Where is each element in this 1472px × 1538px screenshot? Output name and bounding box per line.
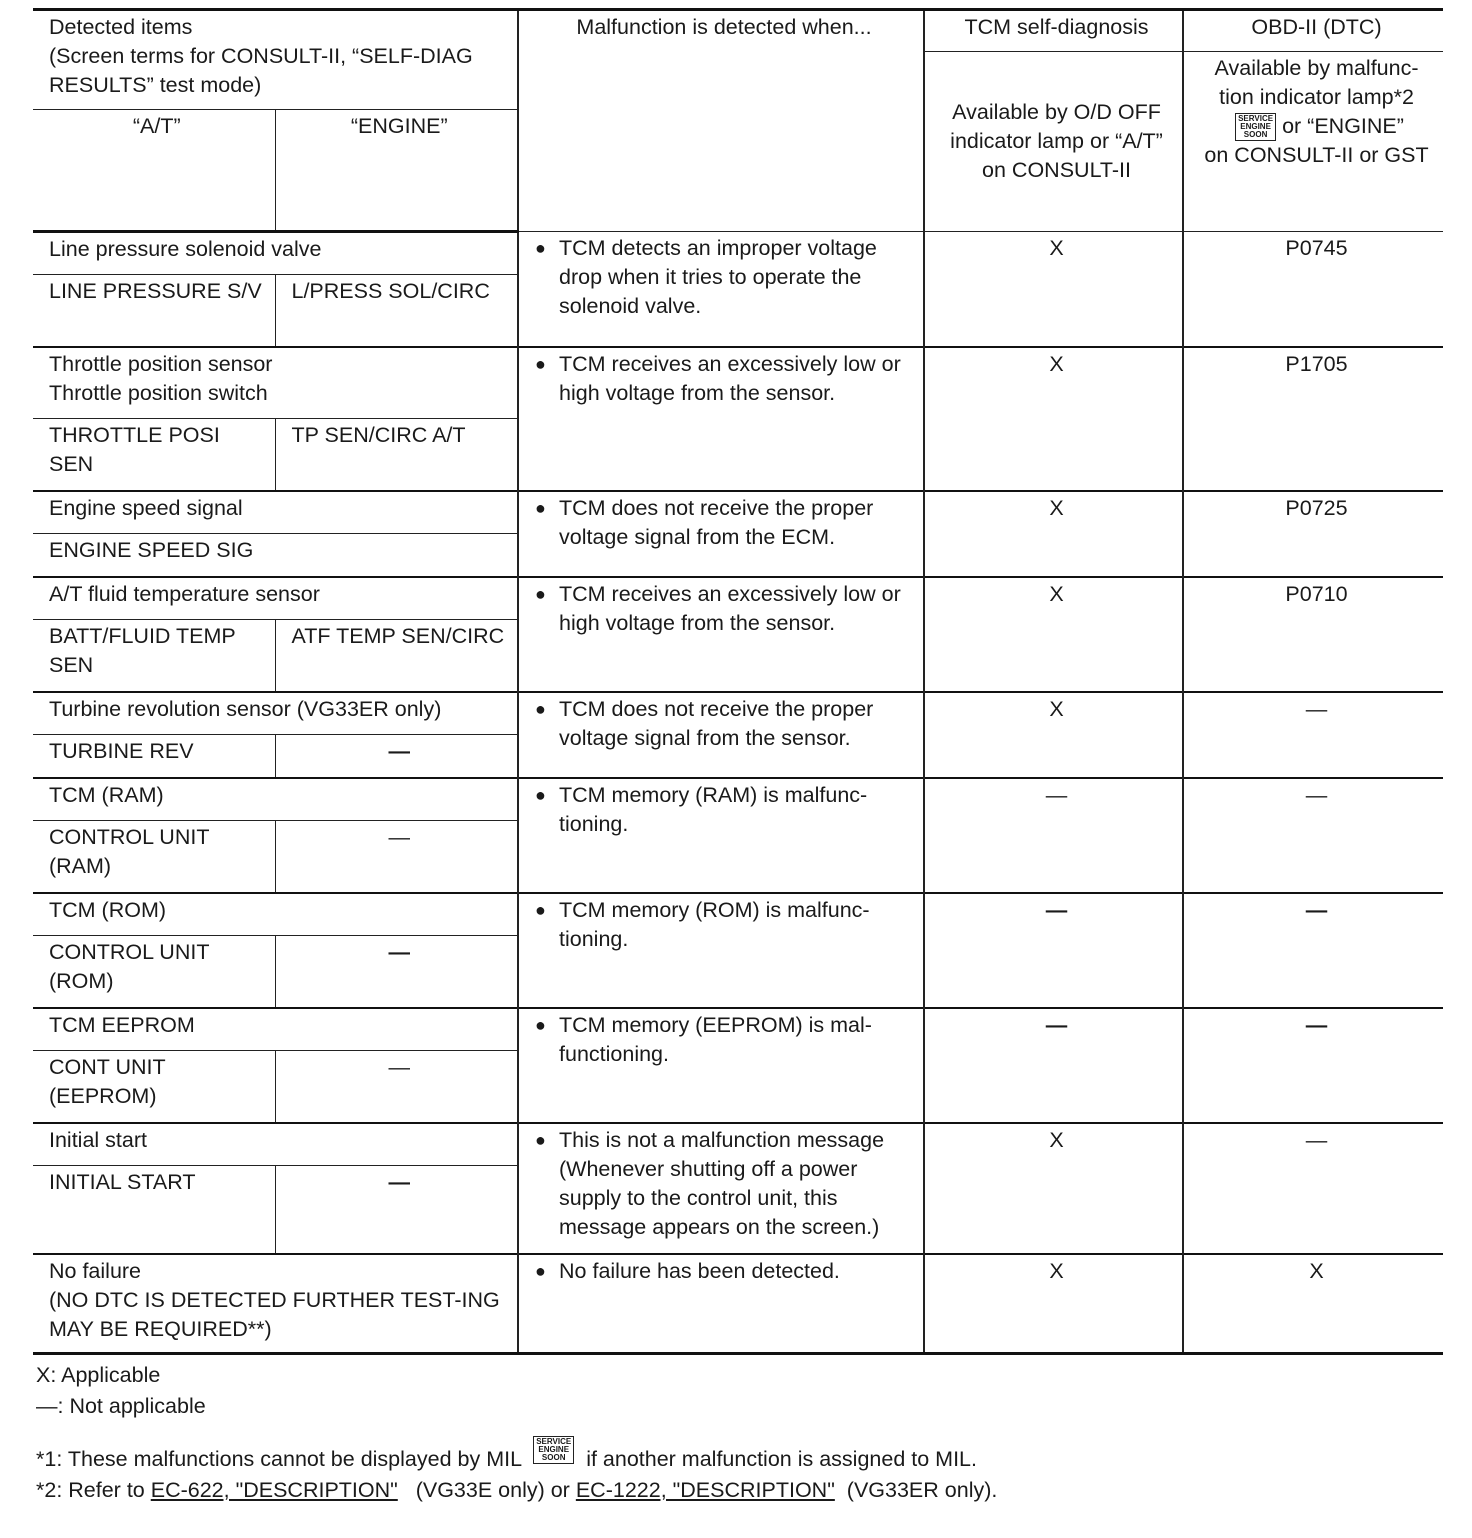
header-at: “A/T” [33, 110, 275, 232]
engine-term: — [275, 735, 518, 778]
obd-cell: P0745 [1183, 232, 1443, 347]
bullet-icon: ● [535, 1129, 546, 1150]
bullet-icon: ● [535, 353, 546, 374]
condition-cell: ● No failure has been detected. [518, 1254, 924, 1354]
condition-cell: ● TCM memory (ROM) is malfunc-tioning. [518, 893, 924, 1008]
legend-applicable: X: Applicable [36, 1363, 161, 1387]
item-name: TCM (RAM) [33, 778, 518, 821]
self-diag-table [33, 8, 1443, 1355]
condition-cell: ● This is not a malfunction message (Whenever shutting off a power supply to the control unit, this message appears on the screen.) [518, 1123, 924, 1254]
bullet-icon: ● [535, 698, 546, 719]
item-name: Engine speed signal [33, 491, 518, 534]
tcm-cell: — [924, 1008, 1183, 1123]
table-notes [36, 1360, 997, 1506]
ec-1222-link[interactable]: EC-1222, "DESCRIPTION" [575, 1478, 835, 1502]
bullet-icon: ● [535, 899, 546, 920]
item-name: Turbine revolution sensor (VG33ER only) [33, 692, 518, 735]
item-name: No failure (NO DTC IS DETECTED FURTHER TEST-ING MAY BE REQUIRED**) [33, 1254, 518, 1354]
item-name: Initial start [33, 1123, 518, 1166]
condition-cell: ● TCM receives an excessively low or high voltage from the sensor. [518, 347, 924, 491]
tcm-cell: X [924, 1254, 1183, 1354]
at-term: BATT/FLUID TEMP SEN [33, 620, 275, 692]
tcm-cell: X [924, 577, 1183, 692]
header-engine: “ENGINE” [275, 110, 518, 232]
condition-cell: ● TCM detects an improper voltage drop when it tries to operate the solenoid valve. [518, 232, 924, 347]
tcm-cell: X [924, 232, 1183, 347]
at-term: CONT UNIT (EEPROM) [33, 1051, 275, 1123]
condition-cell: ● TCM memory (RAM) is malfunc-tioning. [518, 778, 924, 893]
obd-cell: — [1183, 1123, 1443, 1254]
header-tcm-sub: Available by O/D OFF indicator lamp or “A/T” on CONSULT-II [924, 52, 1183, 232]
engine-term: ATF TEMP SEN/CIRC [275, 620, 518, 692]
obd-cell: — [1183, 692, 1443, 778]
ec-622-link[interactable]: EC-622, "DESCRIPTION" [150, 1478, 398, 1502]
bullet-icon: ● [535, 784, 546, 805]
obd-cell: P0725 [1183, 491, 1443, 577]
condition-cell: ● TCM does not receive the proper voltage signal from the sensor. [518, 692, 924, 778]
legend-not-applicable: —: Not applicable [36, 1394, 206, 1418]
header-obd-sub-1: Available by malfunc-tion indicator lamp*2 [1214, 56, 1419, 109]
note-2: *2: Refer to EC-622, "DESCRIPTION" (VG33E only) or EC-1222, "DESCRIPTION" (VG33ER only). [36, 1478, 998, 1502]
item-name: TCM EEPROM [33, 1008, 518, 1051]
at-term: TURBINE REV [33, 735, 275, 778]
at-term: LINE PRESSURE S/V [33, 275, 275, 347]
bullet-icon: ● [535, 1014, 546, 1035]
service-engine-soon-icon: SERVICE ENGINE SOON [533, 1436, 574, 1464]
header-obd-sub-2: or “ENGINE” [1282, 114, 1404, 138]
item-name: Throttle position sensor Throttle position switch [33, 347, 518, 419]
service-engine-soon-icon: SERVICE ENGINE SOON [1235, 113, 1276, 141]
bullet-icon: ● [535, 238, 546, 258]
item-name: TCM (ROM) [33, 893, 518, 936]
engine-term: — [275, 936, 518, 1008]
tcm-cell: X [924, 1123, 1183, 1254]
engine-term: TP SEN/CIRC A/T [275, 419, 518, 491]
at-term: CONTROL UNIT (RAM) [33, 821, 275, 893]
tcm-cell: X [924, 692, 1183, 778]
engine-term: — [275, 1166, 518, 1254]
engine-term: L/PRESS SOL/CIRC [275, 275, 518, 347]
obd-cell: X [1183, 1254, 1443, 1354]
at-term: INITIAL START [33, 1166, 275, 1254]
bullet-icon: ● [535, 497, 546, 518]
tcm-cell: X [924, 491, 1183, 577]
bullet-icon: ● [535, 1260, 546, 1281]
tcm-cell: — [924, 778, 1183, 893]
header-obd-sub [1183, 52, 1443, 232]
header-obd: OBD-II (DTC) [1183, 10, 1443, 52]
item-name: A/T fluid temperature sensor [33, 577, 518, 620]
obd-cell: P1705 [1183, 347, 1443, 491]
header-tcm: TCM self-diagnosis [924, 10, 1183, 52]
at-term: CONTROL UNIT (ROM) [33, 936, 275, 1008]
condition-cell: ● TCM receives an excessively low or high voltage from the sensor. [518, 577, 924, 692]
item-name: Line pressure solenoid valve [33, 232, 518, 275]
header-detected-items: Detected items (Screen terms for CONSULT-II, “SELF-DIAG RESULTS” test mode) [33, 10, 518, 110]
obd-cell: — [1183, 1008, 1443, 1123]
at-term: THROTTLE POSI SEN [33, 419, 275, 491]
note-1: *1: These malfunctions cannot be displayed by MIL SERVICE ENGINE SOON if another malfunction is assigned to MIL. [36, 1437, 977, 1471]
condition-cell: ● TCM memory (EEPROM) is mal-functioning. [518, 1008, 924, 1123]
tcm-cell: — [924, 893, 1183, 1008]
obd-cell: — [1183, 893, 1443, 1008]
condition-cell: ● TCM does not receive the proper voltage signal from the ECM. [518, 491, 924, 577]
header-obd-sub-3: on CONSULT-II or GST [1204, 143, 1429, 168]
bullet-icon: ● [535, 583, 546, 604]
header-condition: Malfunction is detected when... [518, 10, 924, 232]
obd-cell: — [1183, 778, 1443, 893]
engine-term: — [275, 821, 518, 893]
engine-term: — [275, 1051, 518, 1123]
obd-cell: P0710 [1183, 577, 1443, 692]
tcm-cell: X [924, 347, 1183, 491]
at-term: ENGINE SPEED SIG [33, 534, 518, 577]
